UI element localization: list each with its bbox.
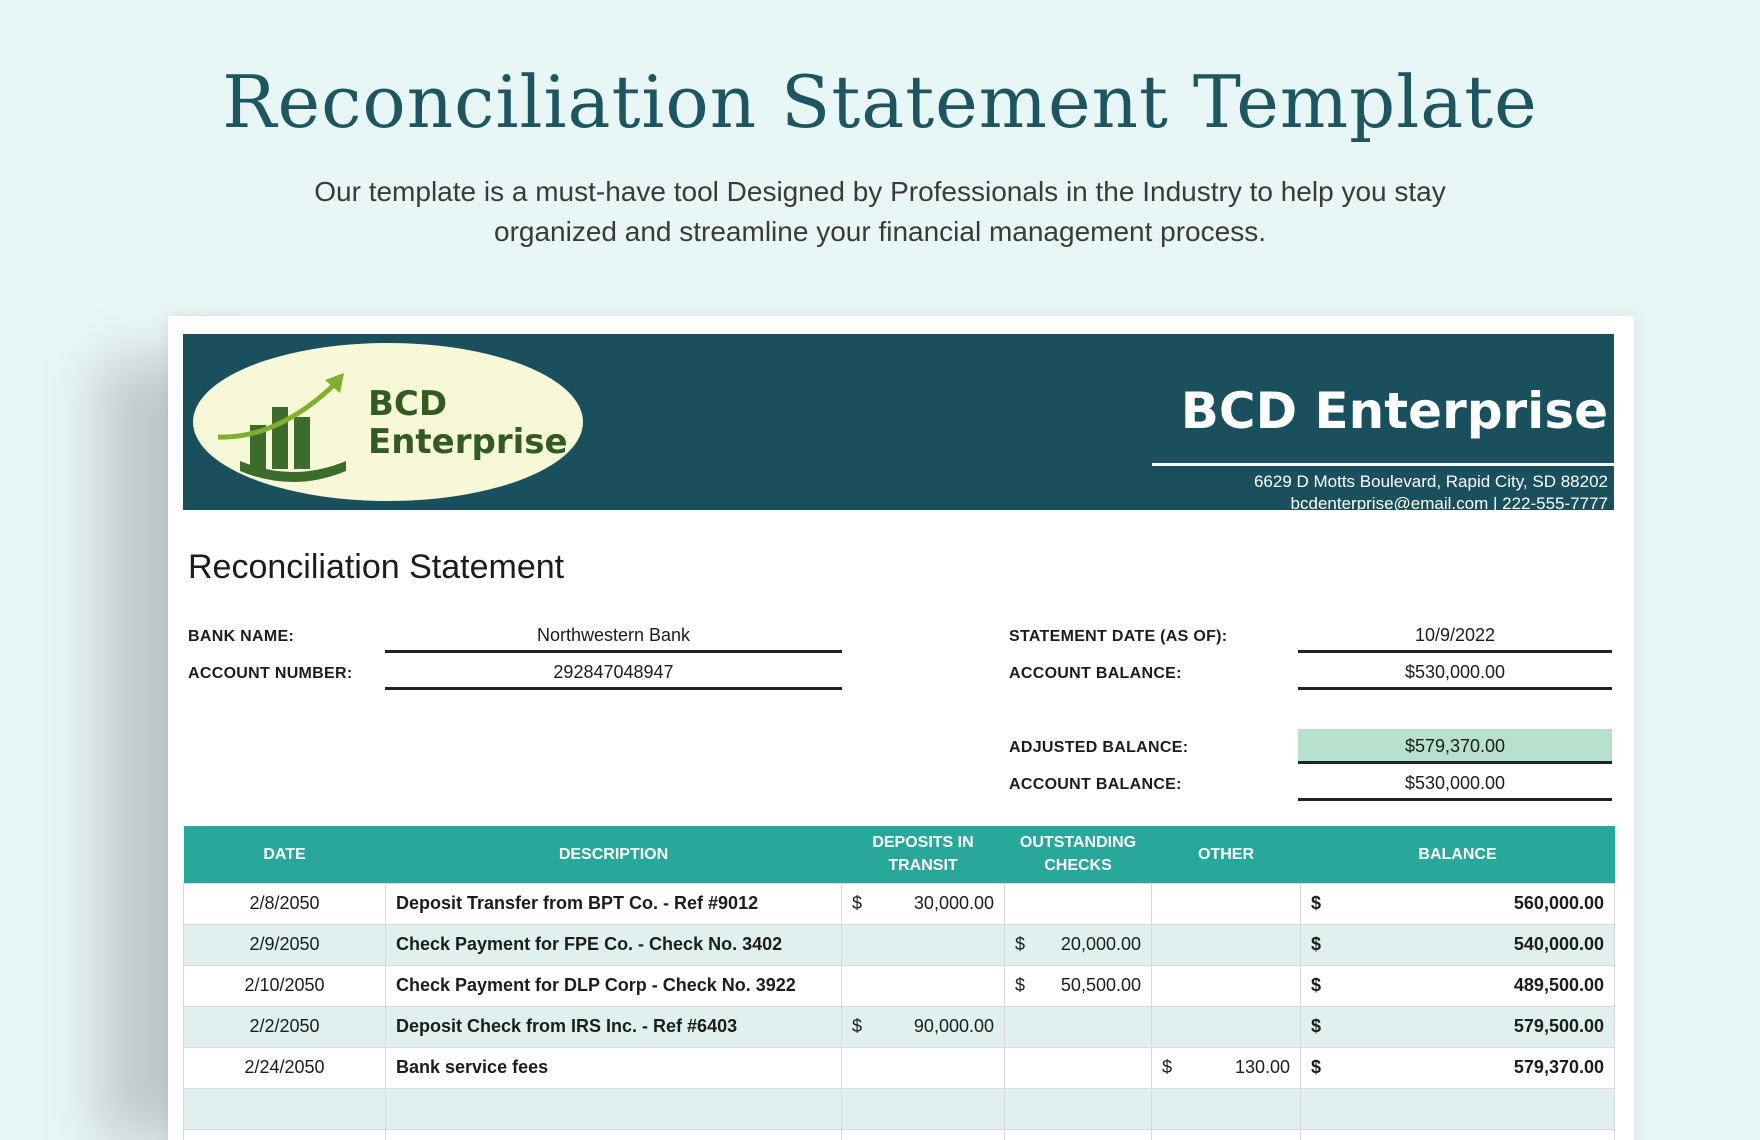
check-cell[interactable]: [1005, 1006, 1152, 1047]
balance-cell[interactable]: [1301, 1129, 1615, 1140]
description-value: Bank service fees: [396, 1057, 549, 1077]
deposit-cell[interactable]: [842, 965, 1005, 1006]
account-number-label: ACCOUNT NUMBER:: [188, 665, 353, 682]
amount-value: 579,500.00: [1513, 1016, 1604, 1036]
currency-symbol: $: [852, 1016, 863, 1036]
date-value: 2/24/2050: [244, 1057, 325, 1077]
amount-value: 130.00: [1234, 1057, 1290, 1077]
date-cell[interactable]: [184, 1006, 386, 1047]
table-row: [184, 1088, 1615, 1129]
currency-symbol: $: [1311, 1057, 1322, 1077]
description-cell[interactable]: [386, 1047, 842, 1088]
currency-symbol: $: [1015, 934, 1026, 954]
account-balance-2-field[interactable]: $530,000.00: [1298, 766, 1612, 801]
currency-symbol: $: [1311, 1016, 1322, 1036]
statement-date-label: STATEMENT DATE (AS OF):: [1009, 628, 1228, 645]
reconciliation-table: [183, 826, 1615, 1140]
bank-name-field[interactable]: Northwestern Bank: [385, 618, 842, 653]
date-value: 2/2/2050: [249, 1016, 320, 1036]
account-balance-2-label: ACCOUNT BALANCE:: [1009, 776, 1182, 793]
description-value: Check Payment for DLP Corp - Check No. 3922: [396, 975, 796, 995]
growth-chart-icon: [218, 365, 368, 485]
description-cell[interactable]: [386, 1088, 842, 1129]
description-cell[interactable]: [386, 1006, 842, 1047]
table-row: [184, 965, 1615, 1006]
currency-symbol: $: [1311, 934, 1322, 954]
logo-text-line-2: Enterprise: [368, 422, 568, 462]
company-name-divider: [1152, 463, 1614, 466]
page-subtitle-line-1: Our template is a must-have tool Designed by Professionals in the Industry to help you stay: [314, 176, 1446, 207]
column-header-description: DESCRIPTION: [386, 826, 842, 883]
table-row: [184, 1006, 1615, 1047]
description-cell[interactable]: [386, 1129, 842, 1140]
balance-cell[interactable]: [1301, 883, 1615, 924]
date-cell[interactable]: [184, 1088, 386, 1129]
company-contact: bcdenterprise@email.com | 222-555-7777: [1290, 494, 1608, 513]
page-title: Reconciliation Statement Template: [222, 60, 1538, 144]
amount-value: 90,000.00: [913, 1016, 994, 1036]
deposit-cell[interactable]: [842, 1088, 1005, 1129]
date-cell[interactable]: [184, 1129, 386, 1140]
amount-value: 489,500.00: [1513, 975, 1604, 995]
balance-cell[interactable]: [1301, 924, 1615, 965]
other-cell[interactable]: [1152, 1047, 1301, 1088]
account-number-field[interactable]: 292847048947: [385, 655, 842, 690]
description-value: Deposit Check from IRS Inc. - Ref #6403: [396, 1016, 738, 1036]
balance-cell[interactable]: [1301, 1047, 1615, 1088]
account-balance-label: ACCOUNT BALANCE:: [1009, 665, 1182, 682]
description-cell[interactable]: [386, 883, 842, 924]
logo-text-line-1: BCD: [368, 384, 448, 424]
header-banner: [183, 334, 1614, 513]
amount-value: 540,000.00: [1513, 934, 1604, 954]
logo-wordmark: [368, 385, 568, 461]
table-header-row: [184, 826, 1615, 883]
date-cell[interactable]: [184, 883, 386, 924]
account-balance-field[interactable]: $530,000.00: [1298, 655, 1612, 690]
currency-symbol: $: [852, 893, 863, 913]
other-cell[interactable]: [1152, 1006, 1301, 1047]
check-cell[interactable]: [1005, 965, 1152, 1006]
table-row: [184, 924, 1615, 965]
description-cell[interactable]: [386, 924, 842, 965]
company-name: BCD Enterprise: [1180, 382, 1608, 440]
date-cell[interactable]: [184, 965, 386, 1006]
check-cell[interactable]: [1005, 1047, 1152, 1088]
statement-date-field[interactable]: 10/9/2022: [1298, 618, 1612, 653]
currency-symbol: $: [1311, 893, 1322, 913]
deposit-cell[interactable]: [842, 1047, 1005, 1088]
column-header-deposits-in-transit: DEPOSITS IN TRANSIT: [842, 826, 1005, 883]
column-header-other: OTHER: [1152, 826, 1301, 883]
bank-name-label: BANK NAME:: [188, 628, 295, 645]
date-value: 2/8/2050: [249, 893, 320, 913]
currency-symbol: $: [1015, 975, 1026, 995]
amount-value: 20,000.00: [1060, 934, 1141, 954]
adjusted-balance-field[interactable]: $579,370.00: [1298, 729, 1612, 764]
date-cell[interactable]: [184, 1047, 386, 1088]
check-cell[interactable]: [1005, 1129, 1152, 1140]
template-sheet: [168, 316, 1634, 1140]
date-value: 2/10/2050: [244, 975, 325, 995]
company-logo: [193, 343, 583, 501]
check-cell[interactable]: [1005, 1088, 1152, 1129]
description-cell[interactable]: [386, 965, 842, 1006]
amount-value: 30,000.00: [913, 893, 994, 913]
date-value: 2/9/2050: [249, 934, 320, 954]
balance-cell[interactable]: [1301, 1006, 1615, 1047]
other-cell[interactable]: [1152, 1129, 1301, 1140]
balance-cell[interactable]: [1301, 1088, 1615, 1129]
deposit-cell[interactable]: [842, 924, 1005, 965]
amount-value: 579,370.00: [1513, 1057, 1604, 1077]
table-row: [184, 883, 1615, 924]
table-row: [184, 1047, 1615, 1088]
currency-symbol: $: [1311, 975, 1322, 995]
page-subtitle-line-2: organized and streamline your financial management process.: [494, 216, 1266, 247]
deposit-cell[interactable]: [842, 1006, 1005, 1047]
column-header-date: DATE: [184, 826, 386, 883]
adjusted-balance-label: ADJUSTED BALANCE:: [1009, 739, 1189, 756]
deposit-cell[interactable]: [842, 1129, 1005, 1140]
column-header-balance: BALANCE: [1301, 826, 1615, 883]
other-cell[interactable]: [1152, 924, 1301, 965]
check-cell[interactable]: [1005, 924, 1152, 965]
column-header-outstanding-checks: OUTSTANDING CHECKS: [1005, 826, 1152, 883]
table-row: [184, 1129, 1615, 1140]
page-subtitle: [260, 172, 1500, 252]
company-address: 6629 D Motts Boulevard, Rapid City, SD 88202: [1253, 472, 1608, 491]
other-cell[interactable]: [1152, 883, 1301, 924]
balance-cell[interactable]: [1301, 965, 1615, 1006]
currency-symbol: $: [1162, 1057, 1173, 1077]
amount-value: 50,500.00: [1060, 975, 1141, 995]
check-cell[interactable]: [1005, 883, 1152, 924]
description-value: Check Payment for FPE Co. - Check No. 3402: [396, 934, 783, 954]
statement-title: Reconciliation Statement: [188, 548, 565, 586]
other-cell[interactable]: [1152, 1088, 1301, 1129]
description-value: Deposit Transfer from BPT Co. - Ref #9012: [396, 893, 759, 913]
amount-value: 560,000.00: [1513, 893, 1604, 913]
deposit-cell[interactable]: [842, 883, 1005, 924]
other-cell[interactable]: [1152, 965, 1301, 1006]
date-cell[interactable]: [184, 924, 386, 965]
